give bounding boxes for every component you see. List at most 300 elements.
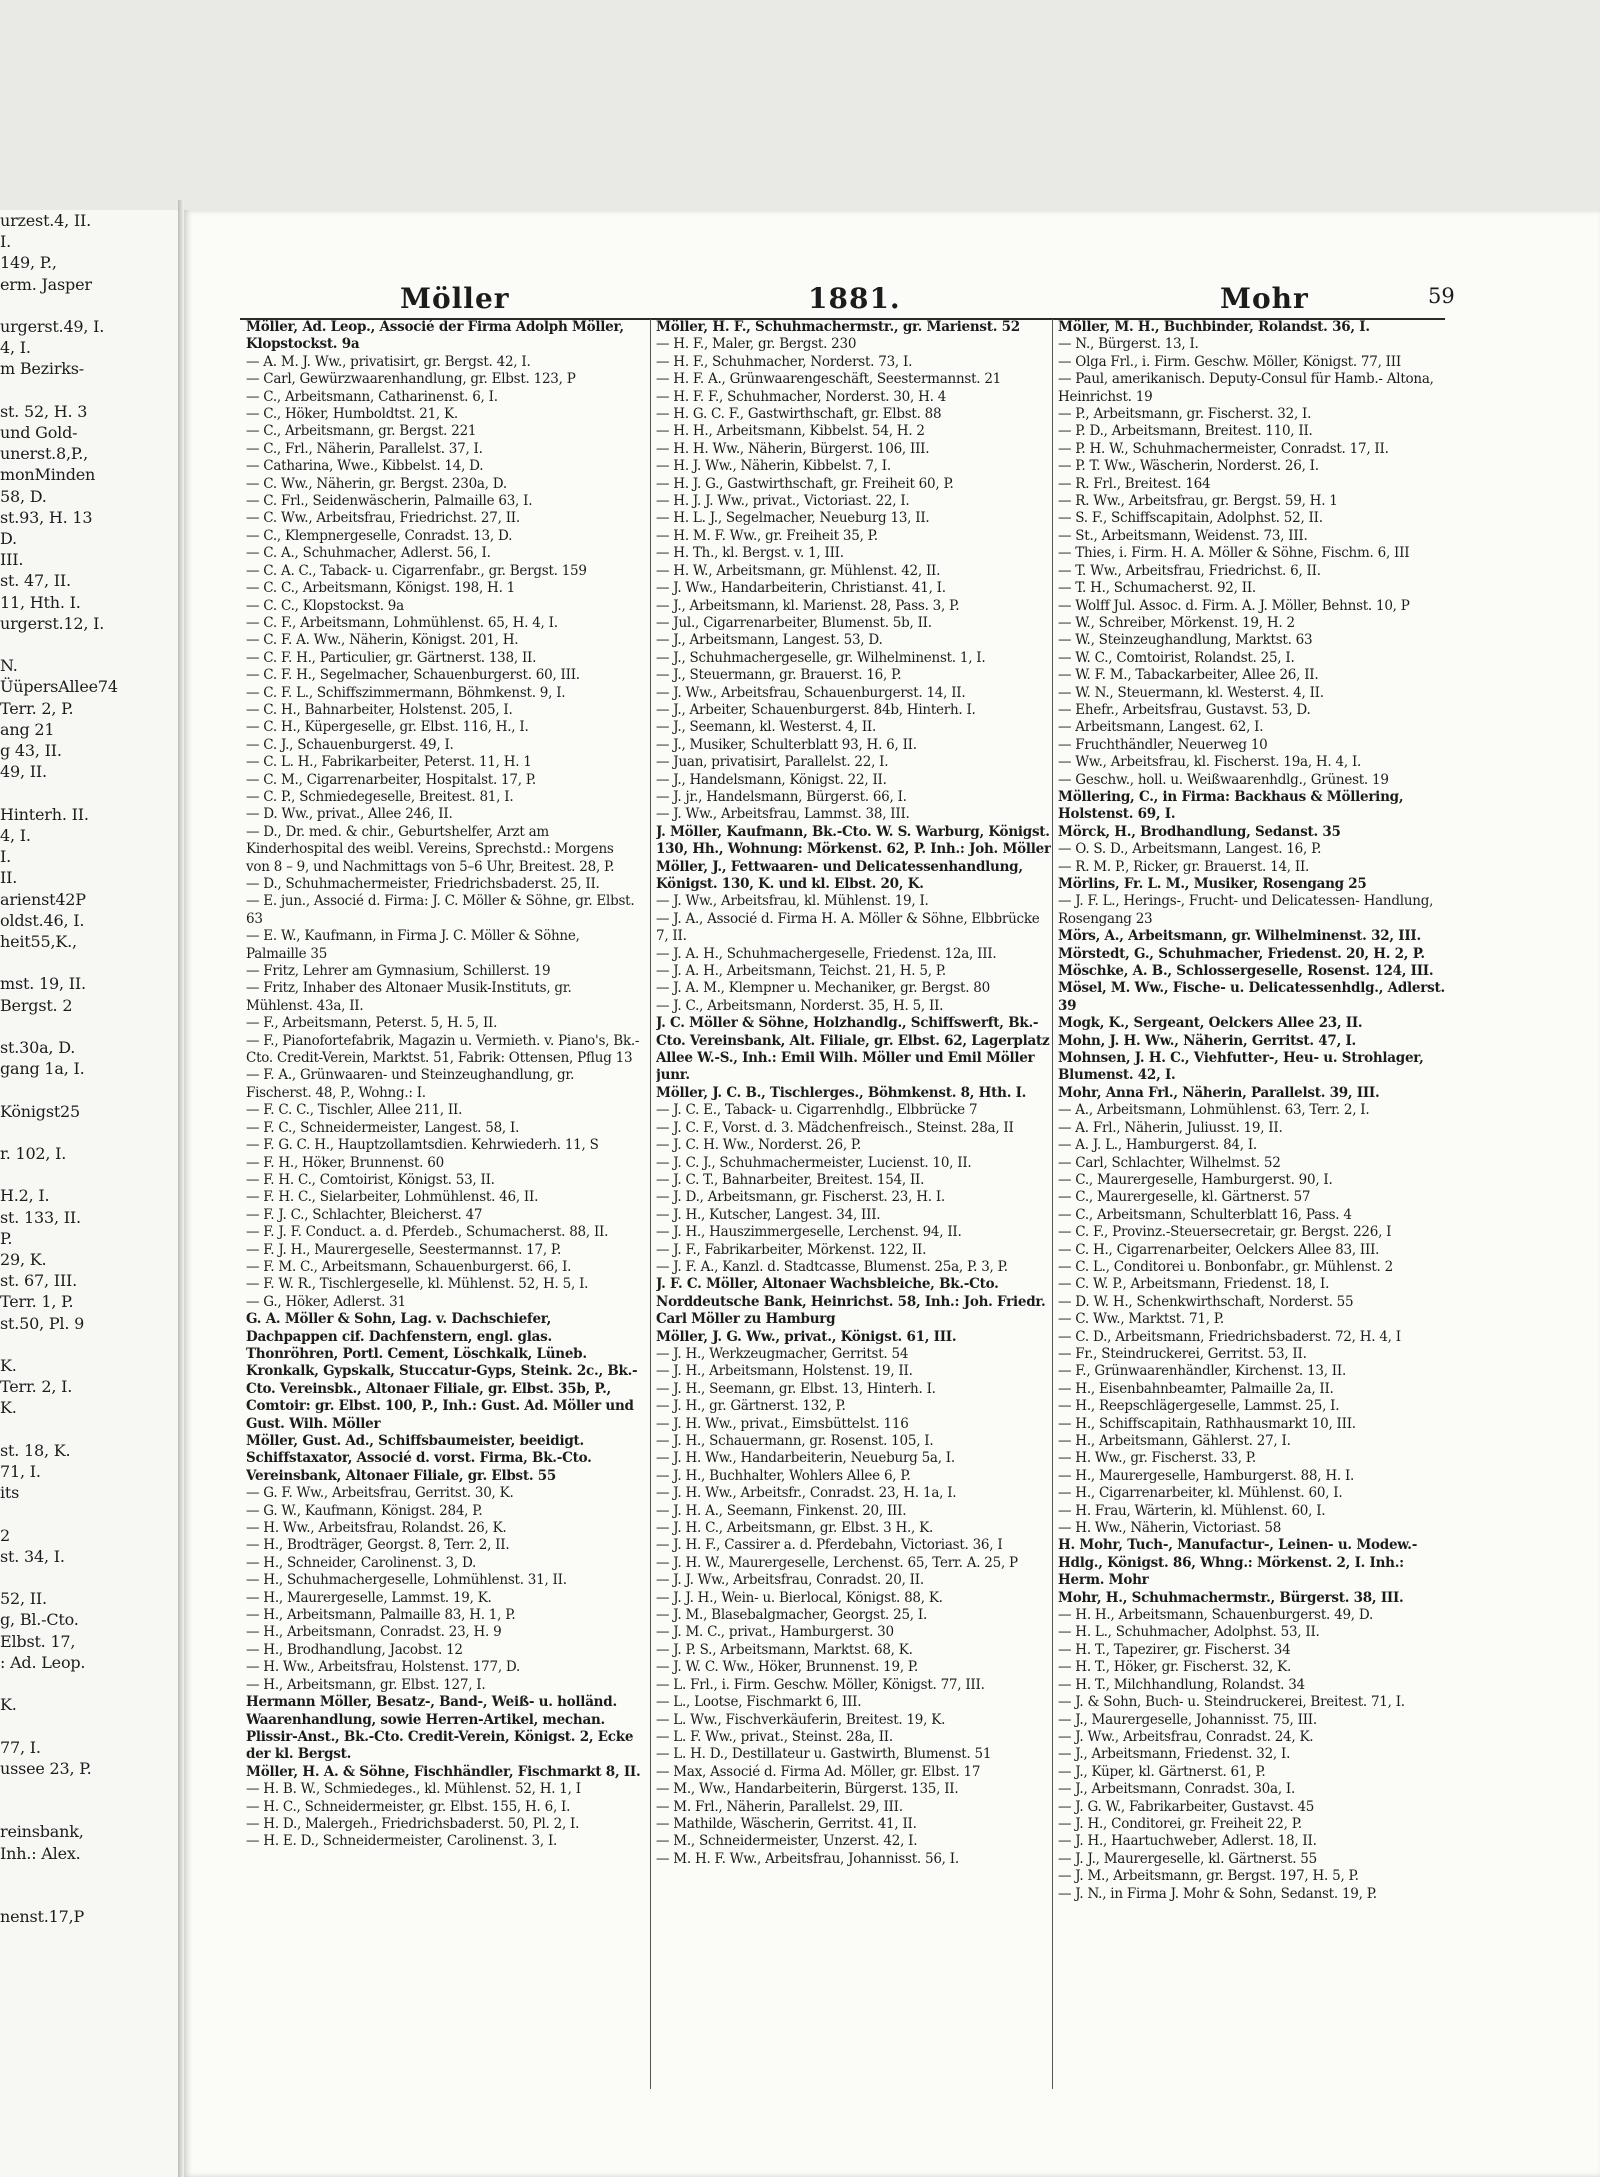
directory-entry: — F. H., Höker, Brunnenst. 60 [246,1154,444,1171]
left-page-fragment: III. [0,550,24,570]
directory-entry: — H. L., Schuhmacher, Adolphst. 53, II. [1058,1624,1320,1641]
directory-entry: — Olga Frl., i. Firm. Geschw. Möller, Königst. 77, III [1058,353,1401,370]
left-page-fragment: st. 18, K. [0,1440,71,1460]
directory-entry: — J. jr., Handelsmann, Bürgerst. 66, I. [656,788,907,805]
left-page-fragment [0,634,178,655]
directory-entry: — J., Arbeitsmann, Conradst. 30a, I. [1058,1781,1296,1798]
directory-entry: — H. Th., kl. Bergst. v. 1, III. [656,545,844,562]
directory-heading-entry: Möller, Ad. Leop., Associé der Firma Adolph Möller, Klopstockst. 9a [246,319,624,353]
directory-entry: — J. A. H., Schuhmachergeselle, Friedenst. 12a, III. [656,945,997,962]
directory-entry: — C. W. P., Arbeitsmann, Friedenst. 18, I. [1058,1276,1330,1293]
left-page-fragment: I. [0,232,12,252]
directory-entry: — S. F., Schiffscapitain, Adolphst. 52, II. [1058,510,1323,527]
left-page-fragment: 11, Hth. I. [0,592,81,612]
directory-entry: — J. P. S., Arbeitsmann, Marktst. 68, K. [656,1641,913,1658]
directory-heading-entry: Mohr, H., Schuhmachermstr., Bürgerst. 38, III. [1058,1589,1404,1606]
directory-entry: — J. C., Arbeitsmann, Norderst. 35, H. 5, II. [656,997,944,1014]
directory-entry: — H. Ww., Arbeitsfrau, Holstenst. 177, D. [246,1659,521,1676]
directory-entry: — C. Ww., Arbeitsfrau, Friedrichst. 27, II. [246,510,520,527]
directory-entry: — J. C. J., Schuhmachermeister, Lucienst. 10, II. [656,1154,972,1171]
left-page-fragment [0,1567,178,1588]
left-page-fragment [0,1079,178,1100]
directory-entry: — C. C., Arbeitsmann, Königst. 198, H. 1 [246,580,516,597]
directory-entry: — H., Cigarrenarbeiter, kl. Mühlenst. 60, I. [1058,1485,1343,1502]
left-page-fragment [0,380,178,401]
left-page-fragment: st.50, Pl. 9 [0,1313,85,1333]
directory-entry: — H. H., Arbeitsmann, Kibbelst. 54, H. 2 [656,423,925,440]
left-page-fragment [0,1715,178,1736]
left-page-fragment [0,1419,178,1440]
directory-entry: — H. J. G., Gastwirthschaft, gr. Freiheit 60, P. [656,475,954,492]
directory-entry: — C. L. H., Fabrikarbeiter, Peterst. 11, H. 1 [246,754,532,771]
directory-entry: — C. F. H., Segelmacher, Schauenburgerst. 60, III. [246,667,580,684]
directory-entry: — Fritz, Lehrer am Gymnasium, Schillerst. 19 [246,963,551,980]
directory-heading-entry: Mösel, M. Ww., Fische- u. Delicatessenhdlg., Adlerst. 39 [1058,980,1445,1014]
directory-entry: — H. F. F., Schuhmacher, Norderst. 30, H. 4 [656,388,947,405]
directory-entry: — J. F. L., Herings-, Frucht- und Delicatessen- Handlung, Rosengang 23 [1058,893,1434,927]
left-page-fragment: 4, I. [0,338,31,358]
directory-entry: — T. Ww., Arbeitsfrau, Friedrichst. 6, II. [1058,562,1321,579]
directory-entry: — J., Handelsmann, Königst. 22, II. [656,771,887,788]
directory-entry: — H., Maurergeselle, Lammst. 19, K. [246,1589,492,1606]
directory-entry: — Juan, privatisirt, Parallelst. 22, I. [656,754,889,771]
left-page-fragment [0,1779,178,1800]
directory-entry: — J. H. Ww., Arbeitsfr., Conradst. 23, H. 1a, I. [656,1485,957,1502]
directory-entry: — M., Ww., Handarbeiterin, Bürgerst. 135, II. [656,1781,959,1798]
left-page-fragment: erm. Jasper [0,274,92,294]
directory-entry: — J., Arbeitsmann, Langest. 53, D. [656,632,883,649]
directory-entry: — H., Eisenbahnbeamter, Palmaille 2a, II. [1058,1380,1334,1397]
directory-entry: — H. H. Ww., Näherin, Bürgerst. 106, III. [656,440,930,457]
directory-entry: — P. H. W., Schuhmachermeister, Conradst. 17, II. [1058,440,1389,457]
left-page-edge [0,210,178,2177]
left-page-fragment: st. 34, I. [0,1546,65,1566]
directory-entry: — G., Höker, Adlerst. 31 [246,1293,406,1310]
directory-entry: — N., Bürgerst. 13, I. [1058,336,1199,353]
directory-entry: — Jul., Cigarrenarbeiter, Blumenst. 5b, II. [656,614,932,631]
left-page-fragment: 149, P., [0,253,57,273]
directory-entry: — Geschw., holl. u. Weißwaarenhdlg., Grünest. 19 [1058,771,1389,788]
directory-heading-entry: H. Mohr, Tuch-, Manufactur-, Leinen- u. Modew.- Hdlg., Königst. 86, Whng.: Mörkenst. 2, I. Inh.: Herm. Mohr [1058,1537,1418,1589]
directory-entry: — F., Grünwaarenhändler, Kirchenst. 13, II. [1058,1363,1346,1380]
directory-entry: — C., Arbeitsmann, Catharinenst. 6, I. [246,388,498,405]
directory-entry: — J. H. Ww., Handarbeiterin, Neueburg 5a, I. [656,1450,955,1467]
directory-entry: — C. Ww., Näherin, gr. Bergst. 230a, D. [246,475,507,492]
directory-entry: — H. B. W., Schmiedeges., kl. Mühlenst. 52, H. 1, I [246,1781,581,1798]
directory-entry: — C. C., Klopstockst. 9a [246,597,404,614]
directory-heading-entry: Hermann Möller, Besatz-, Band-, Weiß- u. holländ. Waarenhandlung, sowie Herren-Artikel, mechan. Plissir-Anst., Bk.-Cto. Credit-Verein, Königst. 2, Ecke der kl. Bergst. [246,1694,634,1763]
page-number: 59 [1428,284,1455,308]
left-page-fragment: Inh.: Alex. [0,1843,81,1863]
left-page-fragment [0,1673,178,1694]
directory-entry: — C. H., Bahnarbeiter, Holstenst. 205, I. [246,701,513,718]
left-page-fragment [0,1016,178,1037]
directory-heading-entry: Möllering, C., in Firma: Backhaus & Möllering, Holstenst. 69, I. [1058,788,1404,823]
directory-entry: — C. J., Schauenburgerst. 49, I. [246,736,454,753]
directory-entry: — Ehefr., Arbeitsfrau, Gustavst. 53, D. [1058,701,1311,718]
directory-entry: — J., Musiker, Schulterblatt 93, H. 6, II. [656,736,917,753]
directory-entry: — C. F., Provinz.-Steuersecretair, gr. Bergst. 226, I [1058,1224,1392,1241]
directory-entry: — J., Küper, kl. Gärtnerst. 61, P. [1058,1763,1266,1780]
left-page-fragment: Hinterh. II. [0,804,89,824]
directory-entry: — J. H., Arbeitsmann, Holstenst. 19, II. [656,1363,913,1380]
running-header-left: Möller [400,282,510,315]
left-page-fragment: und Gold- [0,423,78,443]
left-page-fragment: urgerst.49, I. [0,317,105,337]
directory-entry: — R. Frl., Breitest. 164 [1058,475,1211,492]
column-divider [650,319,651,2089]
directory-entry: — C., Maurergeselle, kl. Gärtnerst. 57 [1058,1189,1311,1206]
directory-entry: — F. J. C., Schlachter, Bleicherst. 47 [246,1206,483,1223]
directory-entry: — H. F. A., Grünwaarengeschäft, Seestermannst. 21 [656,371,1002,388]
directory-entry: — D. W. H., Schenkwirthschaft, Norderst. 55 [1058,1293,1354,1310]
directory-heading-entry: Möller, J. C. B., Tischlerges., Böhmkenst. 8, Hth. I. [656,1084,1027,1101]
left-page-fragment: P. [0,1228,13,1248]
left-page-fragment [0,952,178,973]
directory-entry: — F. C. C., Tischler, Allee 211, II. [246,1102,463,1119]
left-page-fragment: N. [0,656,18,676]
directory-entry: — H., Schneider, Carolinenst. 3, D. [246,1554,477,1571]
directory-entry: — Carl, Schlachter, Wilhelmst. 52 [1058,1154,1281,1171]
directory-heading-entry: Mohr, Anna Frl., Näherin, Parallelst. 39, III. [1058,1084,1380,1101]
directory-entry: — C., Arbeitsmann, gr. Bergst. 221 [246,423,477,440]
left-page-fragment: r. 102, I. [0,1143,67,1163]
left-page-fragment: m Bezirks- [0,359,84,379]
left-page-fragment: K. [0,1355,17,1375]
left-page-fragment: 77, I. [0,1737,41,1757]
left-page-fragment [0,1164,178,1185]
directory-entry: — C. A., Schuhmacher, Adlerst. 56, I. [246,545,491,562]
directory-entry: — Fritz, Inhaber des Altonaer Musik-Instituts, gr. Mühlenst. 43a, II. [246,980,572,1014]
directory-entry: — J. W. C. Ww., Höker, Brunnenst. 19, P. [656,1659,919,1676]
directory-entry: — J. H., Buchhalter, Wohlers Allee 6, P. [656,1467,911,1484]
directory-entry: — C. Frl., Seidenwäscherin, Palmaille 63, I. [246,493,533,510]
left-page-fragment: mst. 19, II. [0,974,86,994]
left-page-fragment: g, Bl.-Cto. [0,1610,79,1630]
left-page-fragment: II. [0,868,18,888]
directory-entry: — F. W. R., Tischlergeselle, kl. Mühlenst. 52, H. 5, I. [246,1276,589,1293]
left-page-fragment [0,1334,178,1355]
directory-entry: — F., Arbeitsmann, Peterst. 5, H. 5, II. [246,1015,498,1032]
left-page-fragment: Terr. 2, I. [0,1377,73,1397]
directory-entry: — H. L. J., Segelmacher, Neueburg 13, II. [656,510,930,527]
left-page-fragment: ÜüpersAllee74 [0,677,118,697]
directory-entry: — H. T., Höker, gr. Fischerst. 32, K. [1058,1659,1291,1676]
directory-entry: — A. M. J. Ww., privatisirt, gr. Bergst. 42, I. [246,353,531,370]
directory-entry: — J. & Sohn, Buch- u. Steindruckerei, Breitest. 71, I. [1058,1694,1405,1711]
directory-entry: — Wolff Jul. Assoc. d. Firm. A. J. Möller, Behnst. 10, P [1058,597,1410,614]
directory-entry: — D., Dr. med. & chir., Geburtshelfer, Arzt am Kinderhospital des weibl. Vereins, Sprechstd.: Morgens von 8 – 9, und Nachmittags von 5–6 Uhr, Breitest. 28, P. [246,823,615,875]
directory-entry: — O. S. D., Arbeitsmann, Langest. 16, P. [1058,841,1322,858]
directory-entry: — H. G. C. F., Gastwirthschaft, gr. Elbst. 88 [656,406,942,423]
directory-entry: — C. F. A. Ww., Näherin, Königst. 201, H. [246,632,519,649]
left-page-fragment: its [0,1483,20,1503]
directory-entry: — H., Arbeitsmann, Conradst. 23, H. 9 [246,1624,502,1641]
directory-entry: — P. D., Arbeitsmann, Breitest. 110, II. [1058,423,1313,440]
left-page-fragment [0,295,178,316]
left-page-fragment: ang 21 [0,719,55,739]
directory-entry: — J. H., Kutscher, Langest. 34, III. [656,1206,881,1223]
directory-entry: — F. C., Schneidermeister, Langest. 58, I. [246,1119,520,1136]
directory-heading-entry: Mohn, J. H. Ww., Näherin, Gerritst. 47, I. [1058,1032,1356,1049]
directory-entry: — J. J., Maurergeselle, kl. Gärtnerst. 55 [1058,1850,1317,1867]
left-page-fragment: 29, K. [0,1249,47,1269]
left-page-fragment: 52, II. [0,1589,47,1609]
left-page-fragment [0,1503,178,1524]
left-page-fragment [0,1800,178,1821]
left-page-fragment: arienst42P [0,889,86,909]
directory-column-2 [656,319,1051,2177]
directory-entry: — J. H., Hauszimmergeselle, Lerchenst. 94, II. [656,1224,962,1241]
directory-entry: — L., Lootse, Fischmarkt 6, III. [656,1694,862,1711]
directory-entry: — H. M. F. Ww., gr. Freiheit 35, P. [656,527,878,544]
left-page-fragment: urgerst.12, I. [0,613,105,633]
directory-entry: — J. M. C., privat., Hamburgerst. 30 [656,1624,894,1641]
directory-entry: — E. jun., Associé d. Firma: J. C. Möller & Söhne, gr. Elbst. 63 [246,893,635,927]
directory-entry: — J. Ww., Arbeitsfrau, Schauenburgerst. 14, II. [656,684,966,701]
directory-entry: — P. T. Ww., Wäscherin, Norderst. 26, I. [1058,458,1319,475]
directory-entry: — J. H., Haartuchweber, Adlerst. 18, II. [1058,1833,1317,1850]
directory-entry: — H., Maurergeselle, Hamburgerst. 88, H. I. [1058,1467,1355,1484]
directory-entry: — R. Ww., Arbeitsfrau, gr. Bergst. 59, H. 1 [1058,493,1338,510]
directory-entry: — H. J. J. Ww., privat., Victoriast. 22, I. [656,493,910,510]
directory-entry: — T. H., Schumacherst. 92, II. [1058,580,1256,597]
directory-entry: — H., Arbeitsmann, Gählerst. 27, I. [1058,1433,1291,1449]
directory-entry: — C. M., Cigarrenarbeiter, Hospitalst. 17, P. [246,771,536,788]
directory-entry: — C. F., Arbeitsmann, Lohmühlenst. 65, H. 4, I. [246,614,558,631]
left-page-fragment: K. [0,1695,17,1715]
directory-entry: — Arbeitsmann, Langest. 62, I. [1058,719,1264,736]
left-page-fragment: 4, I. [0,825,31,845]
left-page-fragment: monMinden [0,465,96,485]
directory-entry: — A. J. L., Hamburgerst. 84, I. [1058,1137,1257,1154]
directory-entry: — L. H. D., Destillateur u. Gastwirth, Blumenst. 51 [656,1746,992,1763]
directory-entry: — H., Reepschlägergeselle, Lammst. 25, I. [1058,1398,1340,1415]
directory-entry: — Fr., Steindruckerei, Gerritst. 53, II. [1058,1345,1307,1362]
directory-entry: — C. H., Cigarrenarbeiter, Oelckers Allee 83, III. [1058,1241,1380,1258]
directory-entry: — C., Frl., Näherin, Parallelst. 37, I. [246,440,483,457]
directory-entry: — C., Arbeitsmann, Schulterblatt 16, Pass. 4 [1058,1206,1352,1223]
directory-entry: — J. Ww., Handarbeiterin, Christianst. 41, I. [656,580,946,597]
directory-entry: — H. Frau, Wärterin, kl. Mühlenst. 60, I. [1058,1502,1326,1519]
directory-entry: — H. T., Milchhandlung, Rolandst. 34 [1058,1676,1305,1693]
left-page-fragment: 2 [0,1525,10,1545]
directory-entry: — J., Arbeitsmann, kl. Marienst. 28, Pass. 3, P. [656,597,960,614]
directory-entry: — E. W., Kaufmann, in Firma J. C. Möller & Söhne, Palmaille 35 [246,928,580,962]
directory-entry: — C. Ww., Marktst. 71, P. [1058,1311,1224,1328]
left-page-fragment: 49, II. [0,762,47,782]
directory-entry: — H., Schiffscapitain, Rathhausmarkt 10, III. [1058,1415,1356,1432]
left-page-fragment: st. 47, II. [0,571,71,591]
directory-entry: — W., Schreiber, Mörkenst. 19, H. 2 [1058,614,1295,631]
directory-entry: — P., Arbeitsmann, gr. Fischerst. 32, I. [1058,406,1312,423]
directory-entry: — F. A., Grünwaaren- und Steinzeughandlung, gr. Fischerst. 48, P., Wohng.: I. [246,1067,575,1101]
directory-entry: — C. A. C., Taback- u. Cigarrenfabr., gr. Bergst. 159 [246,562,587,579]
directory-column-3 [1058,319,1453,2177]
directory-entry: — J. C. T., Bahnarbeiter, Breitest. 154, II. [656,1171,925,1188]
left-page-fragment: D. [0,529,17,549]
left-page-fragment: reinsbank, [0,1822,84,1842]
directory-entry: — H. C., Schneidermeister, gr. Elbst. 155, H. 6, I. [246,1798,571,1815]
directory-column-1 [246,319,641,2177]
directory-entry: — J. A. H., Arbeitsmann, Teichst. 21, H. 5, P. [656,963,946,980]
directory-entry: — H., Brodträger, Georgst. 8, Terr. 2, II. [246,1537,510,1554]
directory-entry: — C. F. H., Particulier, gr. Gärtnerst. 138, II. [246,649,537,666]
left-page-fragment: heit55,K., [0,931,77,951]
directory-entry: — J. C. E., Taback- u. Cigarrenhdlg., Elbbrücke 7 [656,1102,978,1119]
directory-entry: — J. H., Conditorei, gr. Freiheit 22, P. [1058,1815,1302,1832]
directory-entry: — Fruchthändler, Neuerweg 10 [1058,736,1268,753]
directory-entry: — M., Schneidermeister, Unzerst. 42, I. [656,1833,918,1850]
directory-entry: — J. H. F., Cassirer a. d. Pferdebahn, Victoriast. 36, I [656,1537,1003,1554]
directory-entry: — L. F. Ww., privat., Steinst. 28a, II. [656,1728,893,1745]
directory-entry: — H. E. D., Schneidermeister, Carolinenst. 3, I. [246,1833,558,1850]
directory-entry: — C. D., Arbeitsmann, Friedrichsbaderst. 72, H. 4, I [1058,1328,1401,1345]
directory-entry: — H., Arbeitsmann, Palmaille 83, H. 1, P. [246,1607,516,1624]
directory-entry: — L. Ww., Fischverkäuferin, Breitest. 19, K. [656,1711,946,1728]
left-page-fragment: Terr. 2, P. [0,698,74,718]
directory-entry: — H. D., Malergeh., Friedrichsbaderst. 50, Pl. 2, I. [246,1815,580,1832]
directory-heading-entry: Mörs, A., Arbeitsmann, gr. Wilhelminenst. 32, III. [1058,928,1421,945]
left-page-fragment [0,1122,178,1143]
column-divider [1052,319,1053,2089]
directory-entry: — C., Klempnergeselle, Conradst. 13, D. [246,527,513,544]
directory-entry: — H. W., Arbeitsmann, gr. Mühlenst. 42, II. [656,562,941,579]
directory-entry: — C. F. L., Schiffszimmermann, Böhmkenst. 9, I. [246,684,566,701]
left-page-fragment: gang 1a, I. [0,1059,85,1079]
directory-entry: — H., Schuhmachergeselle, Lohmühlenst. 31, II. [246,1572,567,1589]
directory-entry: — M. Frl., Näherin, Parallelst. 29, III. [656,1798,903,1815]
directory-entry: — Max, Associé d. Firma Ad. Möller, gr. Elbst. 17 [656,1763,981,1780]
left-page-fragment: I. [0,847,12,867]
directory-entry: — H. Ww., Arbeitsfrau, Rolandst. 26, K. [246,1520,507,1537]
directory-entry: — J. A., Associé d. Firma H. A. Möller & Söhne, Elbbrücke 7, II. [656,910,1040,945]
directory-entry: — J., Arbeiter, Schauenburgerst. 84b, Hinterh. I. [656,701,976,718]
directory-entry: — H., Arbeitsmann, gr. Elbst. 127, I. [246,1676,486,1693]
directory-entry: — J. F., Fabrikarbeiter, Mörkenst. 122, II. [656,1241,927,1258]
directory-entry: — H. F., Maler, gr. Bergst. 230 [656,336,857,353]
left-page-fragment: st. 52, H. 3 [0,401,88,421]
directory-entry: — J. M., Arbeitsmann, gr. Bergst. 197, H. 5, P. [1058,1868,1359,1885]
directory-entry: — St., Arbeitsmann, Weidenst. 73, III. [1058,527,1308,544]
directory-entry: — H. H., Arbeitsmann, Schauenburgerst. 49, D. [1058,1607,1374,1624]
left-page-fragment: urzest.4, II. [0,211,92,230]
left-page-fragment: st.30a, D. [0,1037,76,1057]
directory-heading-entry: Mörstedt, G., Schuhmacher, Friedenst. 20, H. 2, P. [1058,945,1425,962]
directory-entry: — M. H. F. Ww., Arbeitsfrau, Johannisst. 56, I. [656,1850,959,1867]
left-page-fragment: K. [0,1398,17,1418]
directory-heading-entry: Mogk, K., Sergeant, Oelckers Allee 23, II. [1058,1015,1363,1032]
directory-heading-entry: Möschke, A. B., Schlossergeselle, Rosenst. 124, III. [1058,963,1434,980]
directory-entry: — C., Maurergeselle, Hamburgerst. 90, I. [1058,1171,1333,1188]
directory-entry: — D. Ww., privat., Allee 246, II. [246,806,453,823]
directory-entry: — J. Ww., Arbeitsfrau, kl. Mühlenst. 19, I. [656,893,929,910]
left-page-fragment: unerst.8,P., [0,444,89,464]
directory-entry: — Catharina, Wwe., Kibbelst. 14, D. [246,458,484,475]
directory-entry: — A., Arbeitsmann, Lohmühlenst. 63, Terr. 2, I. [1058,1102,1370,1119]
directory-entry: — H. Ww., Näherin, Victoriast. 58 [1058,1520,1282,1537]
directory-entry: — H., Brodhandlung, Jacobst. 12 [246,1641,463,1658]
directory-entry: — W. N., Steuermann, kl. Westerst. 4, II. [1058,684,1324,701]
directory-entry: — J. H., Schauermann, gr. Rosenst. 105, I. [656,1433,934,1449]
directory-entry: — J. H., Werkzeugmacher, Gerritst. 54 [656,1345,909,1362]
directory-entry: — C. L., Conditorei u. Bonbonfabr., gr. Mühlenst. 2 [1058,1258,1393,1275]
left-page-fragment: oldst.46, I. [0,910,85,930]
left-page-fragment: st.93, H. 13 [0,507,93,527]
directory-entry: — L. Frl., i. Firm. Geschw. Möller, Königst. 77, III. [656,1676,985,1693]
directory-heading-entry: Möller, H. F., Schuhmachermstr., gr. Marienst. 52 [656,319,1020,335]
directory-heading-entry: Möller, H. A. & Söhne, Fischhändler, Fischmarkt 8, II. [246,1763,641,1780]
left-page-fragment: Elbst. 17, [0,1631,76,1651]
directory-entry: — Paul, amerikanisch. Deputy-Consul für Hamb.- Altona, Heinrichst. 19 [1058,371,1434,405]
directory-entry: — C. P., Schmiedegeselle, Breitest. 81, I. [246,788,514,805]
directory-entry: — W., Steinzeughandlung, Marktst. 63 [1058,632,1313,649]
directory-heading-entry: Möller, M. H., Buchbinder, Rolandst. 36, I. [1058,319,1370,335]
directory-heading-entry: J. C. Möller & Söhne, Holzhandlg., Schiffswerft, Bk.-Cto. Vereinsbank, Alt. Filiale, gr. Elbst. 62, Lagerplatz Allee W.-S., Inh.: Emil Wilh. Möller und Emil Möller junr. [656,1015,1050,1084]
directory-heading-entry: G. A. Möller & Sohn, Lag. v. Dachschiefer, Dachpappen cif. Dachfenstern, engl. glas. Thonröhren, Portl. Cement, Löschkalk, Lüneb. Kronkalk, Gypskalk, Stuccatur-Gyps, Steink. 2c., Bk.-Cto. Vereinsbk., Altonaer Filiale, gr. Elbst. 35b, P., Comtoir: gr. Elbst. 100, P., Inh.: Gust. Ad. Möller und Gust. Wilh. Möller [246,1311,638,1432]
left-page-fragment: H.2, I. [0,1186,50,1206]
left-page-fragment: ussee 23, P. [0,1758,92,1778]
running-header-right: Mohr [1220,282,1309,315]
directory-entry: — A. Frl., Näherin, Juliusst. 19, II. [1058,1119,1283,1136]
directory-entry: — F. M. C., Arbeitsmann, Schauenburgerst. 66, I. [246,1258,572,1275]
directory-heading-entry: Mörlins, Fr. L. M., Musiker, Rosengang 25 [1058,876,1367,892]
running-header-year: 1881. [808,282,901,315]
directory-entry: — F., Pianofortefabrik, Magazin u. Vermieth. v. Piano's, Bk.-Cto. Credit-Verein, Marktst. 51, Fabrik: Ottensen, Pflug 13 [246,1032,640,1067]
directory-entry: — J. H. C., Arbeitsmann, gr. Elbst. 3 H., K. [656,1520,933,1537]
directory-entry: — J. F. A., Kanzl. d. Stadtcasse, Blumenst. 25a, P. 3, P. [656,1258,1008,1275]
directory-entry: — J. D., Arbeitsmann, gr. Fischerst. 23, H. I. [656,1189,945,1206]
directory-entry: — C., Höker, Humboldtst. 21, K. [246,406,458,423]
directory-entry: — J. Ww., Arbeitsfrau, Lammst. 38, III. [656,806,910,823]
directory-entry: — J. H. A., Seemann, Finkenst. 20, III. [656,1502,907,1519]
left-page-fragment: g 43, II. [0,741,62,761]
left-page-fragment: 58, D. [0,486,47,506]
directory-entry: — J., Maurergeselle, Johannisst. 75, III. [1058,1711,1317,1728]
directory-entry: — D., Schuhmachermeister, Friedrichsbaderst. 25, II. [246,876,600,892]
directory-entry: — J., Schuhmachergeselle, gr. Wilhelminenst. 1, I. [656,649,986,666]
left-page-fragment: 71, I. [0,1461,41,1481]
directory-entry: — J. J. H., Wein- u. Bierlocal, Königst. 88, K. [656,1589,943,1606]
left-page-fragment: Königst25 [0,1101,81,1121]
directory-entry: — W. F. M., Tabackarbeiter, Allee 26, II. [1058,667,1319,684]
directory-heading-entry: Möller, Gust. Ad., Schiffsbaumeister, beeidigt. Schiffstaxator, Associé d. vorst. Firma, Bk.-Cto. Vereinsbank, Altonaer Filiale, gr. Elbst. 55 [246,1433,592,1484]
directory-entry: — J., Steuermann, gr. Brauerst. 16, P. [656,667,902,684]
directory-entry: — G. F. Ww., Arbeitsfrau, Gerritst. 30, K. [246,1485,514,1502]
directory-entry: — J. G. W., Fabrikarbeiter, Gustavst. 45 [1058,1798,1315,1815]
directory-heading-entry: Mörck, H., Brodhandlung, Sedanst. 35 [1058,823,1341,840]
left-page-fragment: st. 133, II. [0,1207,81,1227]
left-page-fragment [0,782,178,803]
directory-entry: — J. N., in Firma J. Mohr & Sohn, Sedanst. 19, P. [1058,1885,1377,1902]
left-page-fragment: Bergst. 2 [0,995,73,1015]
directory-entry: — F. J. F. Conduct. a. d. Pferdeb., Schumacherst. 88, II. [246,1224,609,1241]
directory-entry: — J. J. Ww., Arbeitsfrau, Conradst. 20, II. [656,1572,924,1589]
directory-entry: — J. H., gr. Gärtnerst. 132, P. [656,1398,846,1415]
directory-entry: — H. J. Ww., Näherin, Kibbelst. 7, I. [656,458,891,475]
directory-entry: — J., Arbeitsmann, Friedenst. 32, I. [1058,1746,1291,1763]
directory-entry: — F. G. C. H., Hauptzollamtsdien. Kehrwiederh. 11, S [246,1137,599,1154]
directory-entry: — J. C. H. Ww., Norderst. 26, P. [656,1137,862,1154]
directory-heading-entry: J. Möller, Kaufmann, Bk.-Cto. W. S. Warburg, Königst. 130, Hh., Wohnung: Mörkenst. 62, P. Inh.: Joh. Möller [656,823,1051,858]
directory-entry: — J. Ww., Arbeitsfrau, Conradst. 24, K. [1058,1728,1314,1745]
left-page-fragment [0,1885,178,1906]
directory-entry: — H. T., Tapezirer, gr. Fischerst. 34 [1058,1641,1291,1658]
directory-entry: — F. H. C., Comtoirist, Königst. 53, II. [246,1171,495,1188]
left-page-fragment [0,1864,178,1885]
directory-entry: — J. H. Ww., privat., Eimsbüttelst. 116 [656,1415,909,1432]
directory-entry: — J. A. M., Klempner u. Mechaniker, gr. Bergst. 80 [656,980,990,997]
